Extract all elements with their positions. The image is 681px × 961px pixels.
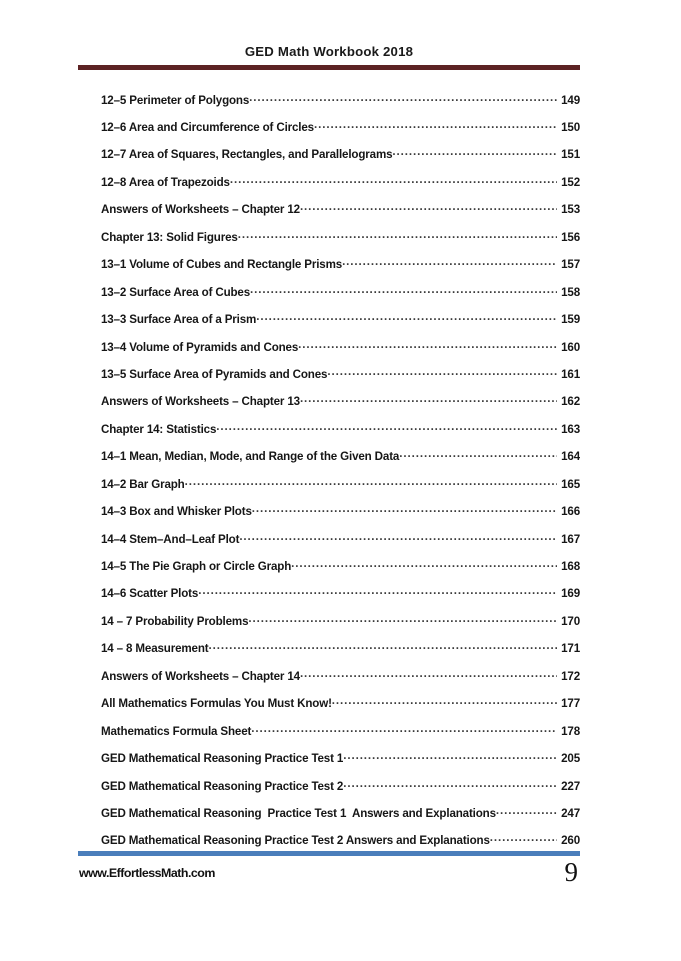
- toc-dot-leader: [252, 504, 557, 516]
- toc-entry[interactable]: [101, 805, 580, 832]
- toc-entry[interactable]: [101, 586, 580, 613]
- toc-entry-page-number: 153: [561, 203, 580, 217]
- toc-entry-title: GED Mathematical Reasoning Practice Test 2: [101, 779, 344, 793]
- toc-entry[interactable]: [101, 339, 580, 366]
- table-of-contents: [101, 92, 580, 860]
- toc-entry[interactable]: [101, 476, 580, 503]
- toc-entry-page-number: 150: [561, 121, 580, 135]
- toc-entry[interactable]: [101, 312, 580, 339]
- page-header: [78, 44, 580, 70]
- toc-entry-page-number: 260: [561, 834, 580, 848]
- toc-entry-title: 14–3 Box and Whisker Plots: [101, 505, 252, 519]
- toc-entry[interactable]: [101, 229, 580, 256]
- toc-entry-page-number: 161: [561, 367, 580, 381]
- toc-entry-page-number: 151: [561, 148, 580, 162]
- toc-entry-title: GED Mathematical Reasoning Practice Test 2 Answers and Explanations: [101, 834, 490, 848]
- toc-entry-page-number: 156: [561, 230, 580, 244]
- toc-dot-leader: [343, 751, 557, 763]
- toc-entry-title: 14 – 7 Probability Problems: [101, 614, 249, 628]
- toc-dot-leader: [399, 449, 557, 461]
- toc-entry-page-number: 168: [561, 560, 580, 574]
- toc-dot-leader: [250, 284, 557, 296]
- toc-entry[interactable]: [101, 366, 580, 393]
- toc-entry-page-number: 163: [561, 422, 580, 436]
- toc-entry[interactable]: [101, 394, 580, 421]
- toc-entry-title: Answers of Worksheets – Chapter 14: [101, 669, 300, 683]
- toc-entry-page-number: 164: [561, 450, 580, 464]
- toc-entry-page-number: 159: [561, 313, 580, 327]
- toc-dot-leader: [332, 696, 557, 708]
- toc-entry-page-number: 152: [561, 175, 580, 189]
- page-footer: [78, 851, 580, 886]
- toc-entry-title: Mathematics Formula Sheet: [101, 724, 252, 738]
- toc-entry[interactable]: [101, 696, 580, 723]
- toc-entry-page-number: 171: [561, 642, 580, 656]
- footer-row: [78, 857, 580, 887]
- toc-entry[interactable]: [101, 641, 580, 668]
- toc-entry[interactable]: [101, 421, 580, 448]
- toc-dot-leader: [327, 366, 557, 378]
- toc-entry-page-number: 157: [561, 258, 580, 272]
- toc-entry[interactable]: [101, 119, 580, 146]
- header-divider-rule: [78, 65, 580, 70]
- toc-entry[interactable]: [101, 147, 580, 174]
- toc-dot-leader: [248, 613, 557, 625]
- toc-entry[interactable]: [101, 92, 580, 119]
- toc-entry[interactable]: [101, 751, 580, 778]
- toc-entry-page-number: 247: [561, 806, 580, 820]
- toc-entry-page-number: 172: [561, 669, 580, 683]
- toc-entry[interactable]: [101, 668, 580, 695]
- toc-dot-leader: [249, 92, 557, 104]
- toc-entry-title: 12–5 Perimeter of Polygons: [101, 93, 250, 107]
- toc-dot-leader: [300, 202, 557, 214]
- toc-dot-leader: [291, 558, 557, 570]
- toc-entry-page-number: 178: [561, 724, 580, 738]
- toc-entry[interactable]: [101, 202, 580, 229]
- toc-entry-page-number: 162: [561, 395, 580, 409]
- toc-entry-page-number: 169: [561, 587, 580, 601]
- toc-dot-leader: [490, 833, 557, 845]
- toc-dot-leader: [209, 641, 558, 653]
- toc-entry-page-number: 158: [561, 285, 580, 299]
- toc-dot-leader: [185, 476, 557, 488]
- toc-dot-leader: [198, 586, 557, 598]
- toc-dot-leader: [216, 421, 557, 433]
- toc-entry-title: 13–5 Surface Area of Pyramids and Cones: [101, 367, 328, 381]
- toc-entry-title: 13–3 Surface Area of a Prism: [101, 313, 257, 327]
- toc-entry-page-number: 205: [561, 752, 580, 766]
- toc-dot-leader: [298, 339, 557, 351]
- toc-entry-title: 12–6 Area and Circumference of Circles: [101, 121, 314, 135]
- toc-dot-leader: [343, 778, 557, 790]
- toc-entry[interactable]: [101, 449, 580, 476]
- toc-entry-title: All Mathematics Formulas You Must Know!: [101, 697, 332, 711]
- toc-entry-title: GED Mathematical Reasoning Practice Test 1 Answers and Explanations: [101, 806, 496, 820]
- toc-entry-title: Chapter 13: Solid Figures: [101, 230, 238, 244]
- toc-dot-leader: [392, 147, 557, 159]
- toc-dot-leader: [251, 723, 557, 735]
- toc-entry[interactable]: [101, 558, 580, 585]
- toc-dot-leader: [314, 119, 557, 131]
- toc-entry-title: Answers of Worksheets – Chapter 12: [101, 203, 300, 217]
- toc-entry-page-number: 165: [561, 477, 580, 491]
- page-title: GED Math Workbook 2018: [244, 44, 414, 59]
- toc-entry-title: 13–1 Volume of Cubes and Rectangle Prisms: [101, 258, 343, 272]
- toc-entry-page-number: 177: [561, 697, 580, 711]
- page-number: 9: [564, 857, 578, 887]
- toc-entry-title: 13–2 Surface Area of Cubes: [101, 285, 251, 299]
- toc-entry[interactable]: [101, 504, 580, 531]
- toc-entry-title: GED Mathematical Reasoning Practice Test 1: [101, 752, 344, 766]
- toc-dot-leader: [230, 174, 557, 186]
- toc-dot-leader: [256, 312, 557, 324]
- toc-entry-title: 14–2 Bar Graph: [101, 477, 185, 491]
- toc-entry-title: 14–5 The Pie Graph or Circle Graph: [101, 560, 292, 574]
- toc-entry[interactable]: [101, 284, 580, 311]
- toc-entry[interactable]: [101, 174, 580, 201]
- toc-entry-title: 12–8 Area of Trapezoids: [101, 175, 230, 189]
- toc-entry[interactable]: [101, 531, 580, 558]
- toc-dot-leader: [300, 394, 557, 406]
- toc-entry-page-number: 149: [561, 93, 580, 107]
- toc-entry[interactable]: [101, 778, 580, 805]
- toc-dot-leader: [238, 229, 557, 241]
- toc-entry[interactable]: [101, 723, 580, 750]
- toc-entry-title: 12–7 Area of Squares, Rectangles, and Parallelograms: [101, 148, 393, 162]
- toc-entry-title: 14 – 8 Measurement: [101, 642, 209, 656]
- website-url[interactable]: www.EffortlessMath.com: [79, 866, 215, 880]
- toc-entry-title: 14–4 Stem–And–Leaf Plot: [101, 532, 240, 546]
- toc-entry-title: 13–4 Volume of Pyramids and Cones: [101, 340, 299, 354]
- toc-entry-title: 14–1 Mean, Median, Mode, and Range of the Given Data: [101, 450, 400, 464]
- toc-entry-title: 14–6 Scatter Plots: [101, 587, 199, 601]
- footer-divider-rule: [78, 851, 580, 856]
- toc-entry-page-number: 167: [561, 532, 580, 546]
- toc-dot-leader: [342, 257, 557, 269]
- toc-entry[interactable]: [101, 257, 580, 284]
- toc-entry-page-number: 160: [561, 340, 580, 354]
- toc-entry-page-number: 170: [561, 614, 580, 628]
- toc-entry-title: Answers of Worksheets – Chapter 13: [101, 395, 300, 409]
- toc-entry-title: Chapter 14: Statistics: [101, 422, 217, 436]
- toc-entry-page-number: 166: [561, 505, 580, 519]
- toc-dot-leader: [239, 531, 557, 543]
- toc-dot-leader: [300, 668, 557, 680]
- toc-dot-leader: [496, 805, 557, 817]
- toc-entry-page-number: 227: [561, 779, 580, 793]
- toc-entry[interactable]: [101, 613, 580, 640]
